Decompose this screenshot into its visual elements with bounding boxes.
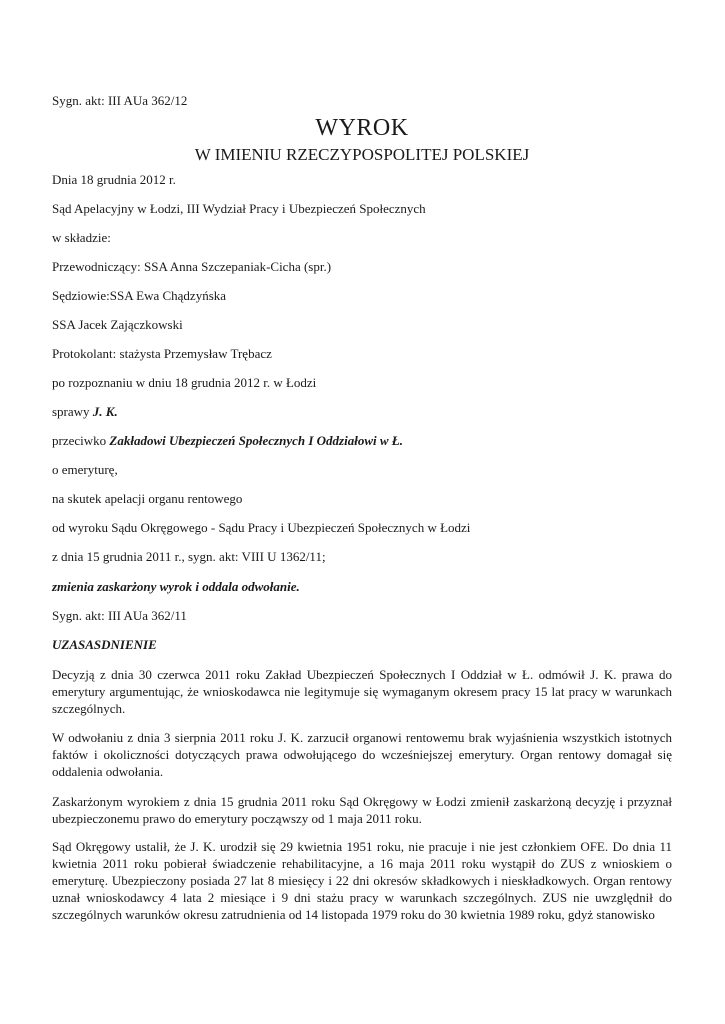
justification-paragraph-1: Decyzją z dnia 30 czerwca 2011 roku Zakład Ubezpieczeń Społecznych I Oddział w Ł. odmówił J. K. prawa do emerytury argumentując, że wnioskodawca nie legitymuje się wymaganym okresem pracy 15 lat pracy w warunkach szczególnych. — [52, 667, 672, 716]
justification-paragraph-4: Sąd Okręgowy ustalił, że J. K. urodził się 29 kwietnia 1951 roku, nie pracuje i nie jest członkiem OFE. Do dnia 11 kwietnia 2011 roku pobierał świadczenie rehabilitacyjne, a 16 maja 2011 roku wystąpił do ZUS z wnioskiem o emeryturę. Ubezpieczony posiada 27 lat 8 miesięcy i 22 dni okresów składkowych i nieskładkowych. Organ rentowy uznał wnioskodawcy 4 lata 2 miesiące i 9 dni stażu pracy w warunkach szczególnych. ZUS nie uwzględnił do szczególnych warunków okresu zatrudnienia od 14 listopada 1979 roku do 30 kwietnia 1989 roku, gdyż stanowisko — [52, 839, 672, 922]
case-signature-top: Sygn. akt: III AUa 362/12 — [52, 93, 188, 108]
ruling: zmienia zaskarżony wyrok i oddala odwołanie. — [52, 579, 300, 594]
document-title: WYROK — [315, 115, 409, 141]
clerk: Protokolant: stażysta Przemysław Trębacz — [52, 346, 272, 361]
case-party: J. K. — [92, 404, 118, 419]
appeal-basis: na skutek apelacji organu rentowego — [52, 491, 243, 506]
judgment-date: Dnia 18 grudnia 2012 r. — [52, 172, 176, 187]
judges-line-2: SSA Jacek Zajączkowski — [52, 317, 183, 332]
appealed-judgment: od wyroku Sądu Okręgowego - Sądu Pracy i Ubezpieczeń Społecznych w Łodzi — [52, 520, 471, 535]
composition-label: w składzie: — [52, 230, 111, 245]
chairman: Przewodniczący: SSA Anna Szczepaniak-Cicha (spr.) — [52, 259, 332, 274]
hearing-info: po rozpoznaniu w dniu 18 grudnia 2012 r. w Łodzi — [52, 375, 317, 390]
judges-line-1: Sędziowie:SSA Ewa Chądzyńska — [52, 288, 227, 303]
justification-paragraph-2: W odwołaniu z dnia 3 sierpnia 2011 roku J. K. zarzucił organowi rentowemu brak wyjaśnienia wszystkich istotnych faktów i okoliczności dotyczących prawa odwołującego do wcześniejszej emerytury. Organ rentowy domagał się oddalenia odwołania. — [52, 730, 672, 779]
justification-paragraph-3: Zaskarżonym wyrokiem z dnia 15 grudnia 2011 roku Sąd Okręgowy w Łodzi zmienił zaskarżoną decyzję i przyznał ubezpieczonemu prawo do emerytury począwszy od 1 maja 2011 roku. — [52, 794, 672, 826]
against-line — [52, 433, 403, 449]
case-subject: o emeryturę, — [52, 462, 118, 477]
justification-heading: UZASASDNIENIE — [52, 637, 157, 652]
appealed-judgment-date: z dnia 15 grudnia 2011 r., sygn. akt: VIII U 1362/11; — [52, 549, 326, 564]
case-party-line — [52, 404, 118, 420]
court-name: Sąd Apelacyjny w Łodzi, III Wydział Pracy i Ubezpieczeń Społecznych — [52, 201, 426, 216]
against-party: Zakładowi Ubezpieczeń Społecznych I Oddziałowi w Ł. — [109, 433, 403, 448]
document-subtitle: W IMIENIU RZECZYPOSPOLITEJ POLSKIEJ — [194, 145, 530, 164]
against-prefix: przeciwko — [52, 433, 110, 448]
case-prefix: sprawy — [52, 404, 93, 419]
case-signature-bottom: Sygn. akt: III AUa 362/11 — [52, 608, 187, 623]
